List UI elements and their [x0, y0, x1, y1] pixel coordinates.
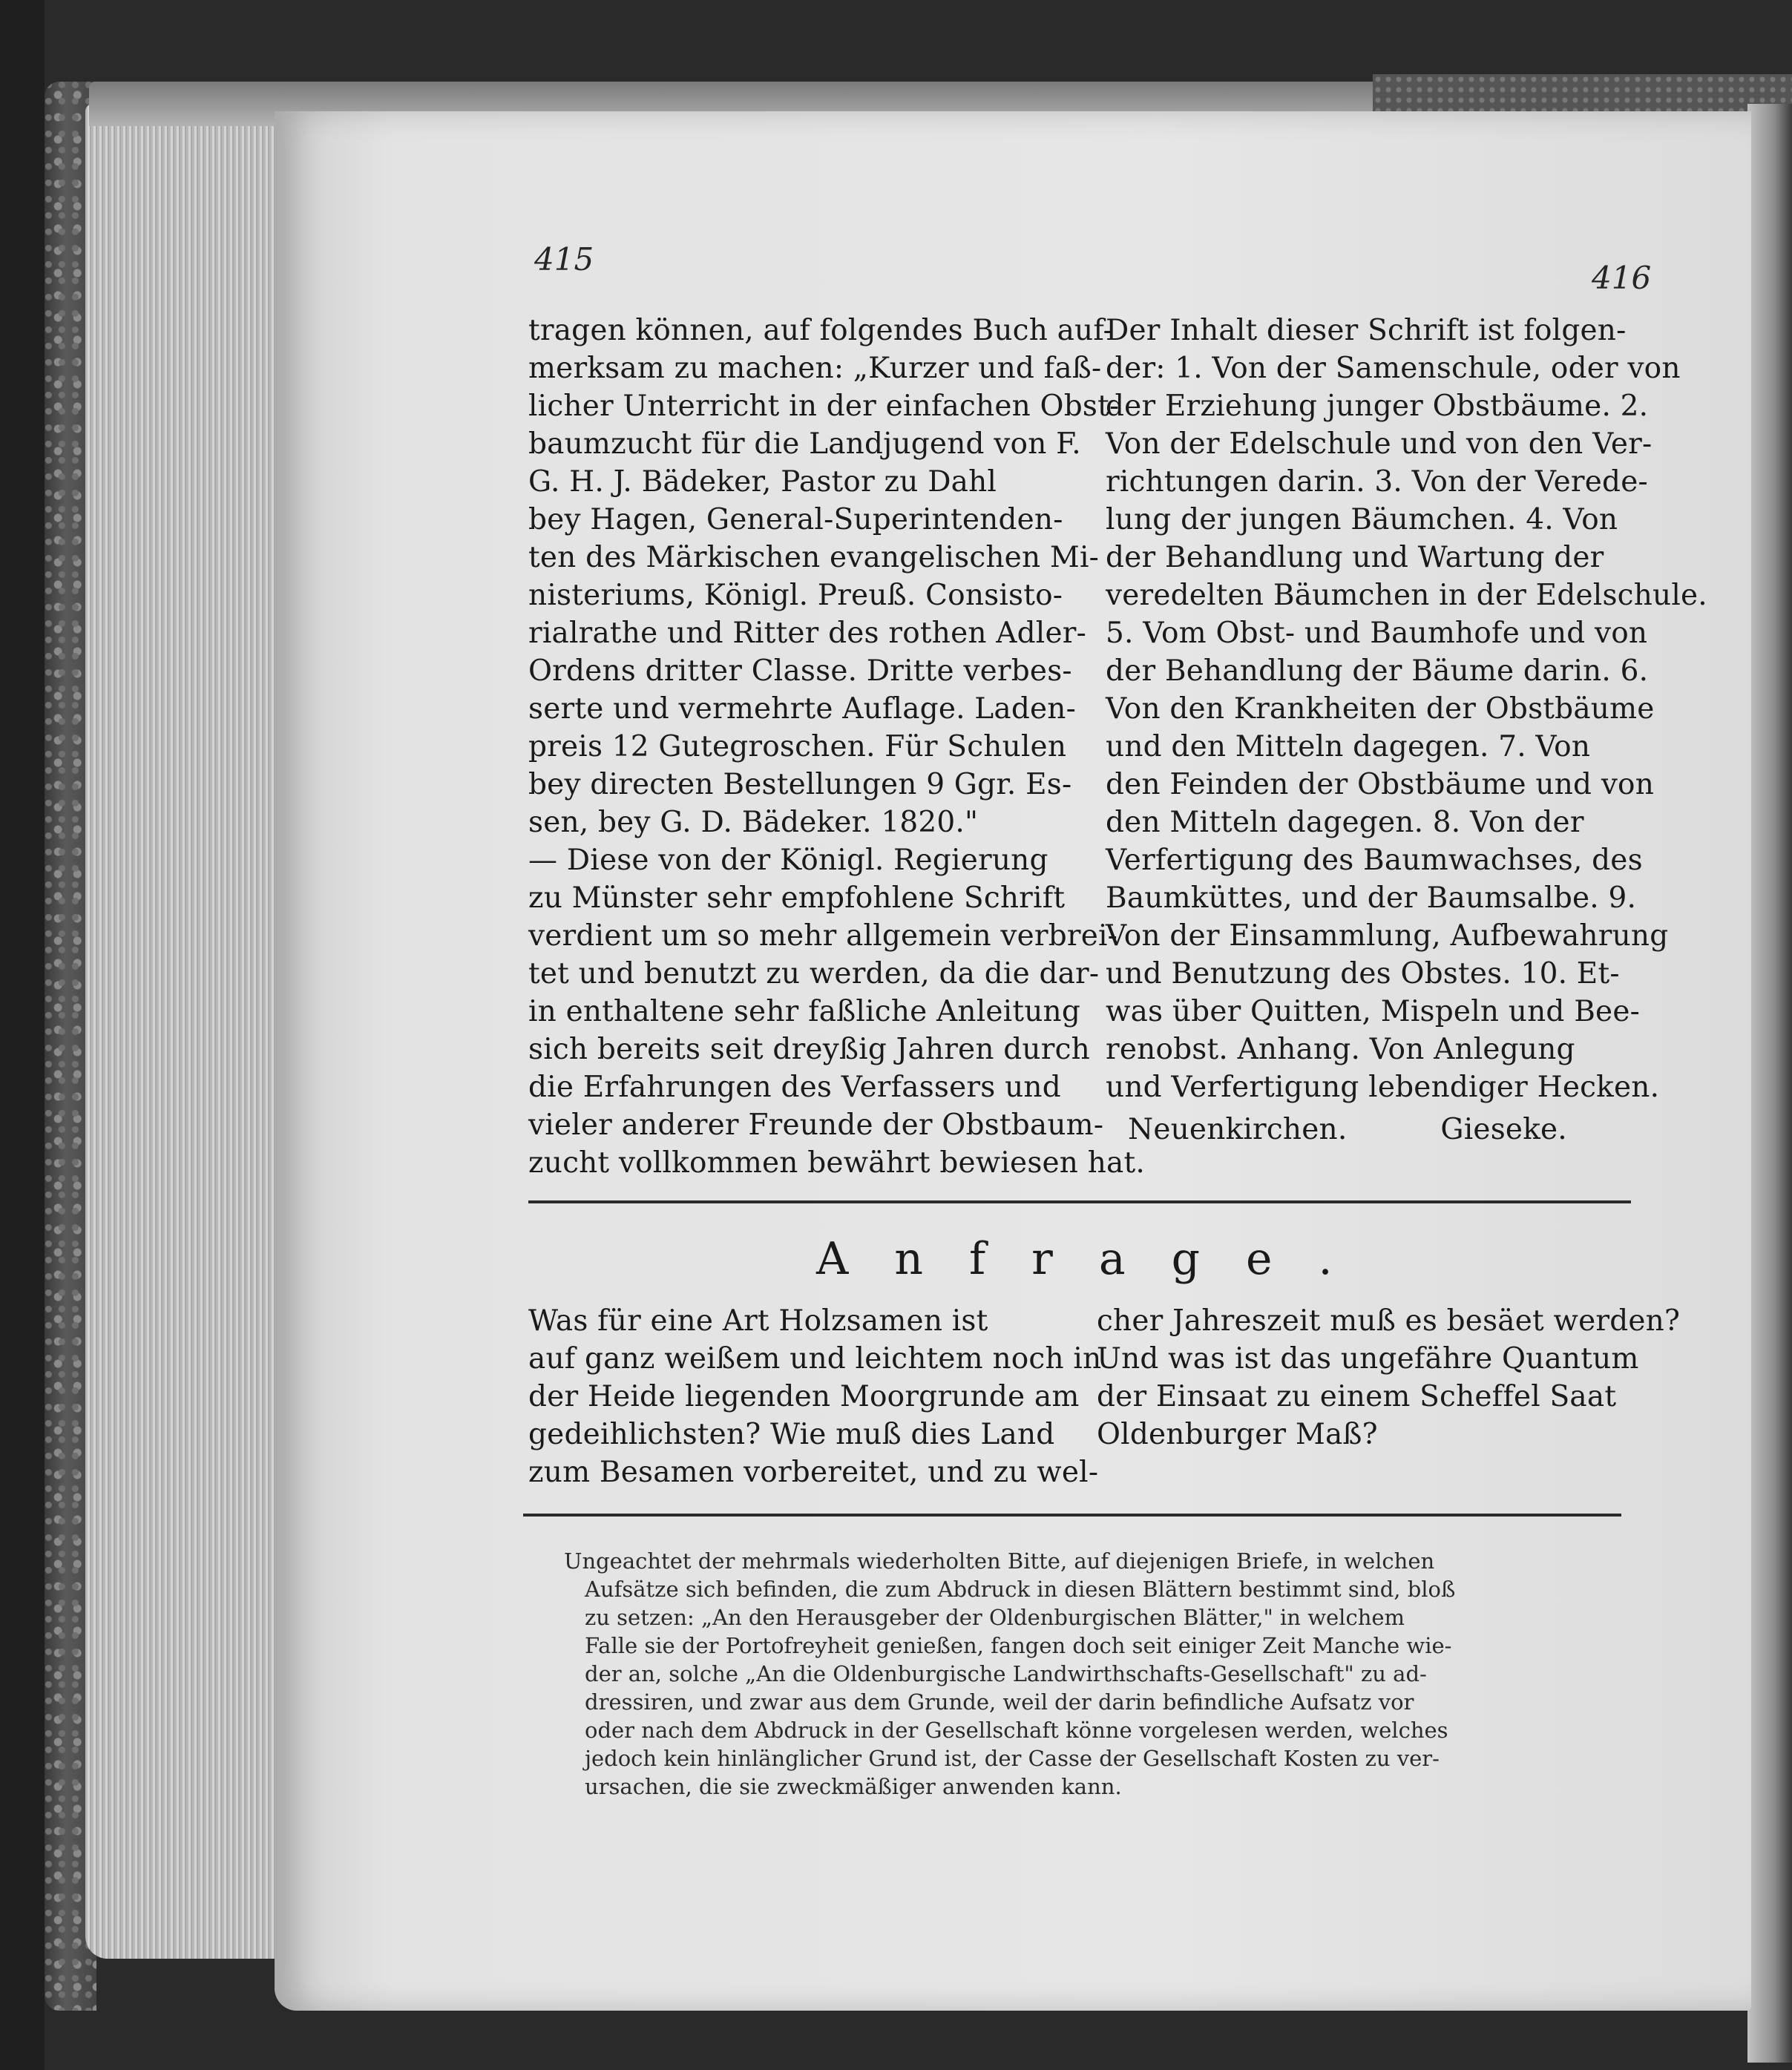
text-line: ten des Märkischen evangelischen Mi-: [528, 541, 1100, 574]
text-line: Oldenburger Maß?: [1097, 1418, 1378, 1451]
text-line: und Benutzung des Obstes. 10. Et-: [1106, 957, 1620, 990]
text-line: gedeihlichsten? Wie muß dies Land: [528, 1418, 1055, 1451]
text-line: den Mitteln dagegen. 8. Von der: [1106, 806, 1584, 839]
text-line: Verfertigung des Baumwachses, des: [1106, 844, 1643, 877]
text-line: der Erziehung junger Obstbäume. 2.: [1106, 390, 1649, 423]
text-line: Was für eine Art Holzsamen ist: [528, 1304, 988, 1338]
text-line: Ordens dritter Classe. Dritte verbes-: [528, 654, 1072, 688]
footnote-notice: [564, 1547, 1625, 1801]
footnote-divider: [523, 1514, 1621, 1517]
text-line: jedoch kein hinlänglicher Grund ist, der Casse der Gesellschaft Kosten zu ver-: [585, 1746, 1440, 1771]
signature-line: Neuenkirchen. Gieseke.: [1128, 1113, 1567, 1146]
text-line: richtungen darin. 3. Von der Verede-: [1106, 465, 1648, 499]
text-line: tragen können, auf folgendes Buch auf-: [528, 314, 1113, 347]
text-line: renobst. Anhang. Von Anlegung: [1106, 1033, 1575, 1066]
text-line: zucht vollkommen bewährt bewiesen hat.: [528, 1146, 1145, 1180]
text-line: Ungeachtet der mehrmals wiederholten Bitte, auf diejenigen Briefe, in welchen: [564, 1548, 1435, 1574]
backdrop: [0, 0, 45, 2070]
text-line: ursachen, die sie zweckmäßiger anwenden kann.: [585, 1774, 1122, 1799]
text-line: tet und benutzt zu werden, da die dar-: [528, 957, 1100, 990]
text-line: der an, solche „An die Oldenburgische Landwirthschafts-Gesellschaft" zu ad-: [585, 1661, 1427, 1686]
text-line: nisteriums, Königl. Preuß. Consisto-: [528, 579, 1063, 612]
text-line: 5. Vom Obst- und Baumhofe und von: [1106, 617, 1648, 650]
text-line: dressiren, und zwar aus dem Grunde, weil der darin befindliche Aufsatz vor: [585, 1689, 1414, 1715]
text-line: in enthaltene sehr faßliche Anleitung: [528, 995, 1081, 1028]
text-line: oder nach dem Abdruck in der Gesellschaft könne vorgelesen werden, welches: [585, 1718, 1448, 1743]
text-line: zu setzen: „An den Herausgeber der Oldenburgischen Blätter," in welchem: [585, 1605, 1405, 1630]
query-column-left: [528, 1302, 1102, 1491]
text-column-left: [528, 312, 1145, 1182]
text-column-right: [1106, 312, 1707, 1149]
text-line: zu Münster sehr empfohlene Schrift: [528, 881, 1066, 915]
text-line: und den Mitteln dagegen. 7. Von: [1106, 730, 1591, 763]
text-line: preis 12 Gutegroschen. Für Schulen: [528, 730, 1067, 763]
text-line: der Behandlung der Bäume darin. 6.: [1106, 654, 1649, 688]
text-line: serte und vermehrte Auflage. Laden-: [528, 692, 1076, 726]
text-line: Der Inhalt dieser Schrift ist folgen-: [1106, 314, 1627, 347]
text-line: auf ganz weißem und leichtem noch in: [528, 1342, 1102, 1376]
page-right-edge: [1747, 104, 1792, 2063]
page-edges: [85, 104, 278, 1959]
text-line: cher Jahreszeit muß es besäet werden?: [1097, 1304, 1681, 1338]
section-divider: [528, 1200, 1631, 1203]
text-line: licher Unterricht in der einfachen Obst-: [528, 390, 1120, 423]
text-line: veredelten Bäumchen in der Edelschule.: [1106, 579, 1707, 612]
text-line: der Einsaat zu einem Scheffel Saat: [1097, 1380, 1617, 1413]
text-line: Von der Edelschule und von den Ver-: [1106, 427, 1652, 461]
text-line: rialrathe und Ritter des rothen Adler-: [528, 617, 1086, 650]
text-line: vieler anderer Freunde der Obstbaum-: [528, 1108, 1104, 1142]
page-number-right: 416: [1592, 260, 1652, 296]
text-line: verdient um so mehr allgemein verbrei-: [528, 919, 1118, 953]
text-line: sich bereits seit dreyßig Jahren durch: [528, 1033, 1090, 1066]
text-line: G. H. J. Bädeker, Pastor zu Dahl: [528, 465, 997, 499]
text-line: Von den Krankheiten der Obstbäume: [1106, 692, 1655, 726]
text-line: die Erfahrungen des Verfassers und: [528, 1071, 1061, 1104]
text-line: sen, bey G. D. Bädeker. 1820.": [528, 806, 979, 839]
page-number-left: 415: [534, 241, 594, 277]
text-line: der Heide liegenden Moorgrunde am: [528, 1380, 1080, 1413]
text-line: Baumküttes, und der Baumsalbe. 9.: [1106, 881, 1637, 915]
text-line: und Verfertigung lebendiger Hecken.: [1106, 1071, 1660, 1104]
text-line: Von der Einsammlung, Aufbewahrung: [1106, 919, 1669, 953]
text-line: der: 1. Von der Samenschule, oder von: [1106, 352, 1681, 385]
text-line: zum Besamen vorbereitet, und zu wel-: [528, 1456, 1099, 1489]
text-line: der Behandlung und Wartung der: [1106, 541, 1604, 574]
text-line: Falle sie der Portofreyheit genießen, fangen doch seit einiger Zeit Manche wie-: [585, 1633, 1452, 1658]
text-line: baumzucht für die Landjugend von F.: [528, 427, 1081, 461]
query-column-right: [1097, 1302, 1681, 1453]
text-line: was über Quitten, Mispeln und Bee-: [1106, 995, 1640, 1028]
text-line: bey Hagen, General-Superintenden-: [528, 503, 1063, 536]
text-line: bey directen Bestellungen 9 Ggr. Es-: [528, 768, 1072, 801]
section-heading: Anfrage.: [816, 1233, 1379, 1285]
text-line: merksam zu machen: „Kurzer und faß-: [528, 352, 1102, 385]
text-line: — Diese von der Königl. Regierung: [528, 844, 1048, 877]
text-line: Und was ist das ungefähre Quantum: [1097, 1342, 1639, 1376]
text-line: den Feinden der Obstbäume und von: [1106, 768, 1655, 801]
text-line: Aufsätze sich befinden, die zum Abdruck in diesen Blättern bestimmt sind, bloß: [585, 1577, 1456, 1602]
text-line: lung der jungen Bäumchen. 4. Von: [1106, 503, 1618, 536]
